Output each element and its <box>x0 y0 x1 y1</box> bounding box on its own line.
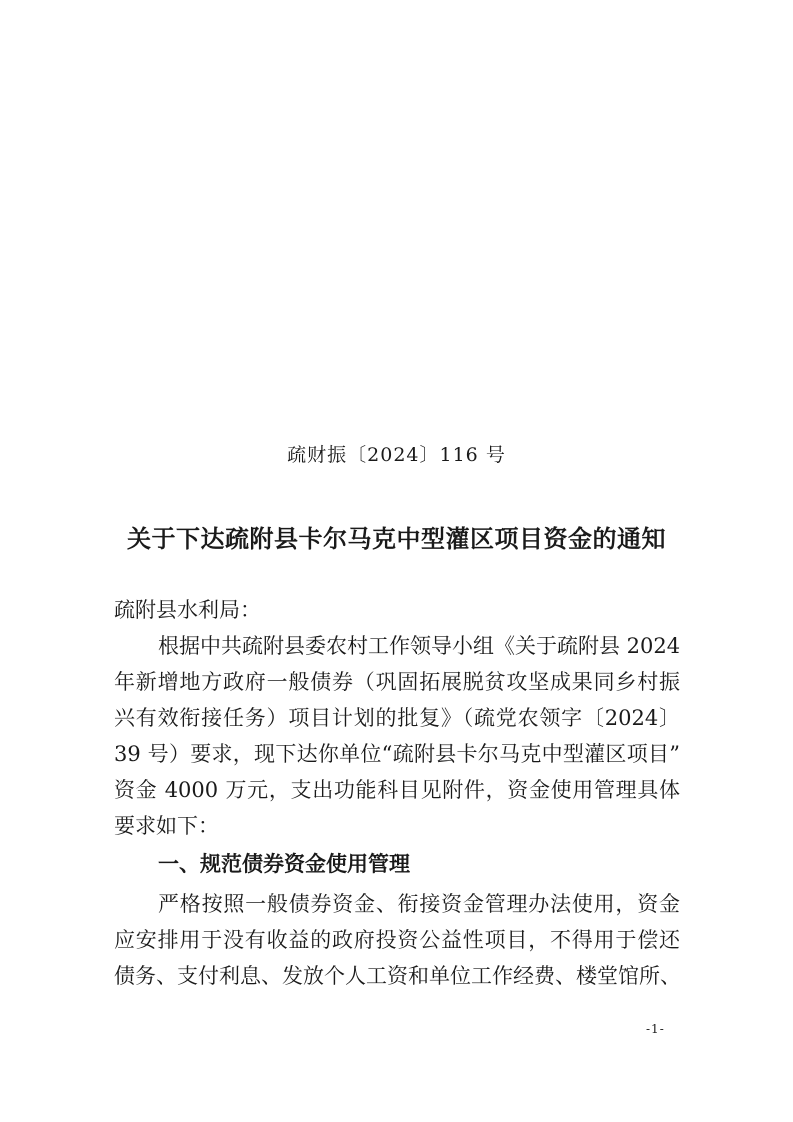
document-number: 疏财振〔2024〕116 号 <box>287 444 506 466</box>
paragraph-2-line-1: 严格按照一般债券资金、衔接资金管理办法使用，资金 <box>158 892 680 916</box>
paragraph-1-line-5: 资金 4000 万元，支出功能科目见附件，资金使用管理具体 <box>114 778 680 802</box>
paragraph-1-line-4: 39 号）要求，现下达你单位“疏附县卡尔马克中型灌区项目” <box>114 742 680 766</box>
section-1-heading: 一、规范债券资金使用管理 <box>158 852 410 876</box>
paragraph-2-line-3: 债务、支付利息、发放个人工资和单位工作经费、楼堂馆所、 <box>114 964 681 988</box>
paragraph-2-line-2: 应安排用于没有收益的政府投资公益性项目，不得用于偿还 <box>114 928 680 952</box>
paragraph-1-line-6: 要求如下： <box>114 814 219 838</box>
page-number: -1- <box>646 1022 665 1036</box>
addressee: 疏附县水利局： <box>114 598 261 622</box>
paragraph-1-line-1: 根据中共疏附县委农村工作领导小组《关于疏附县 2024 <box>158 634 681 658</box>
paragraph-1-line-3: 兴有效衔接任务）项目计划的批复》（疏党农领字〔2024〕 <box>114 706 680 730</box>
paragraph-1-line-2: 年新增地方政府一般债券（巩固拓展脱贫攻坚成果同乡村振 <box>114 670 680 694</box>
document-title: 关于下达疏附县卡尔马克中型灌区项目资金的通知 <box>127 525 666 553</box>
